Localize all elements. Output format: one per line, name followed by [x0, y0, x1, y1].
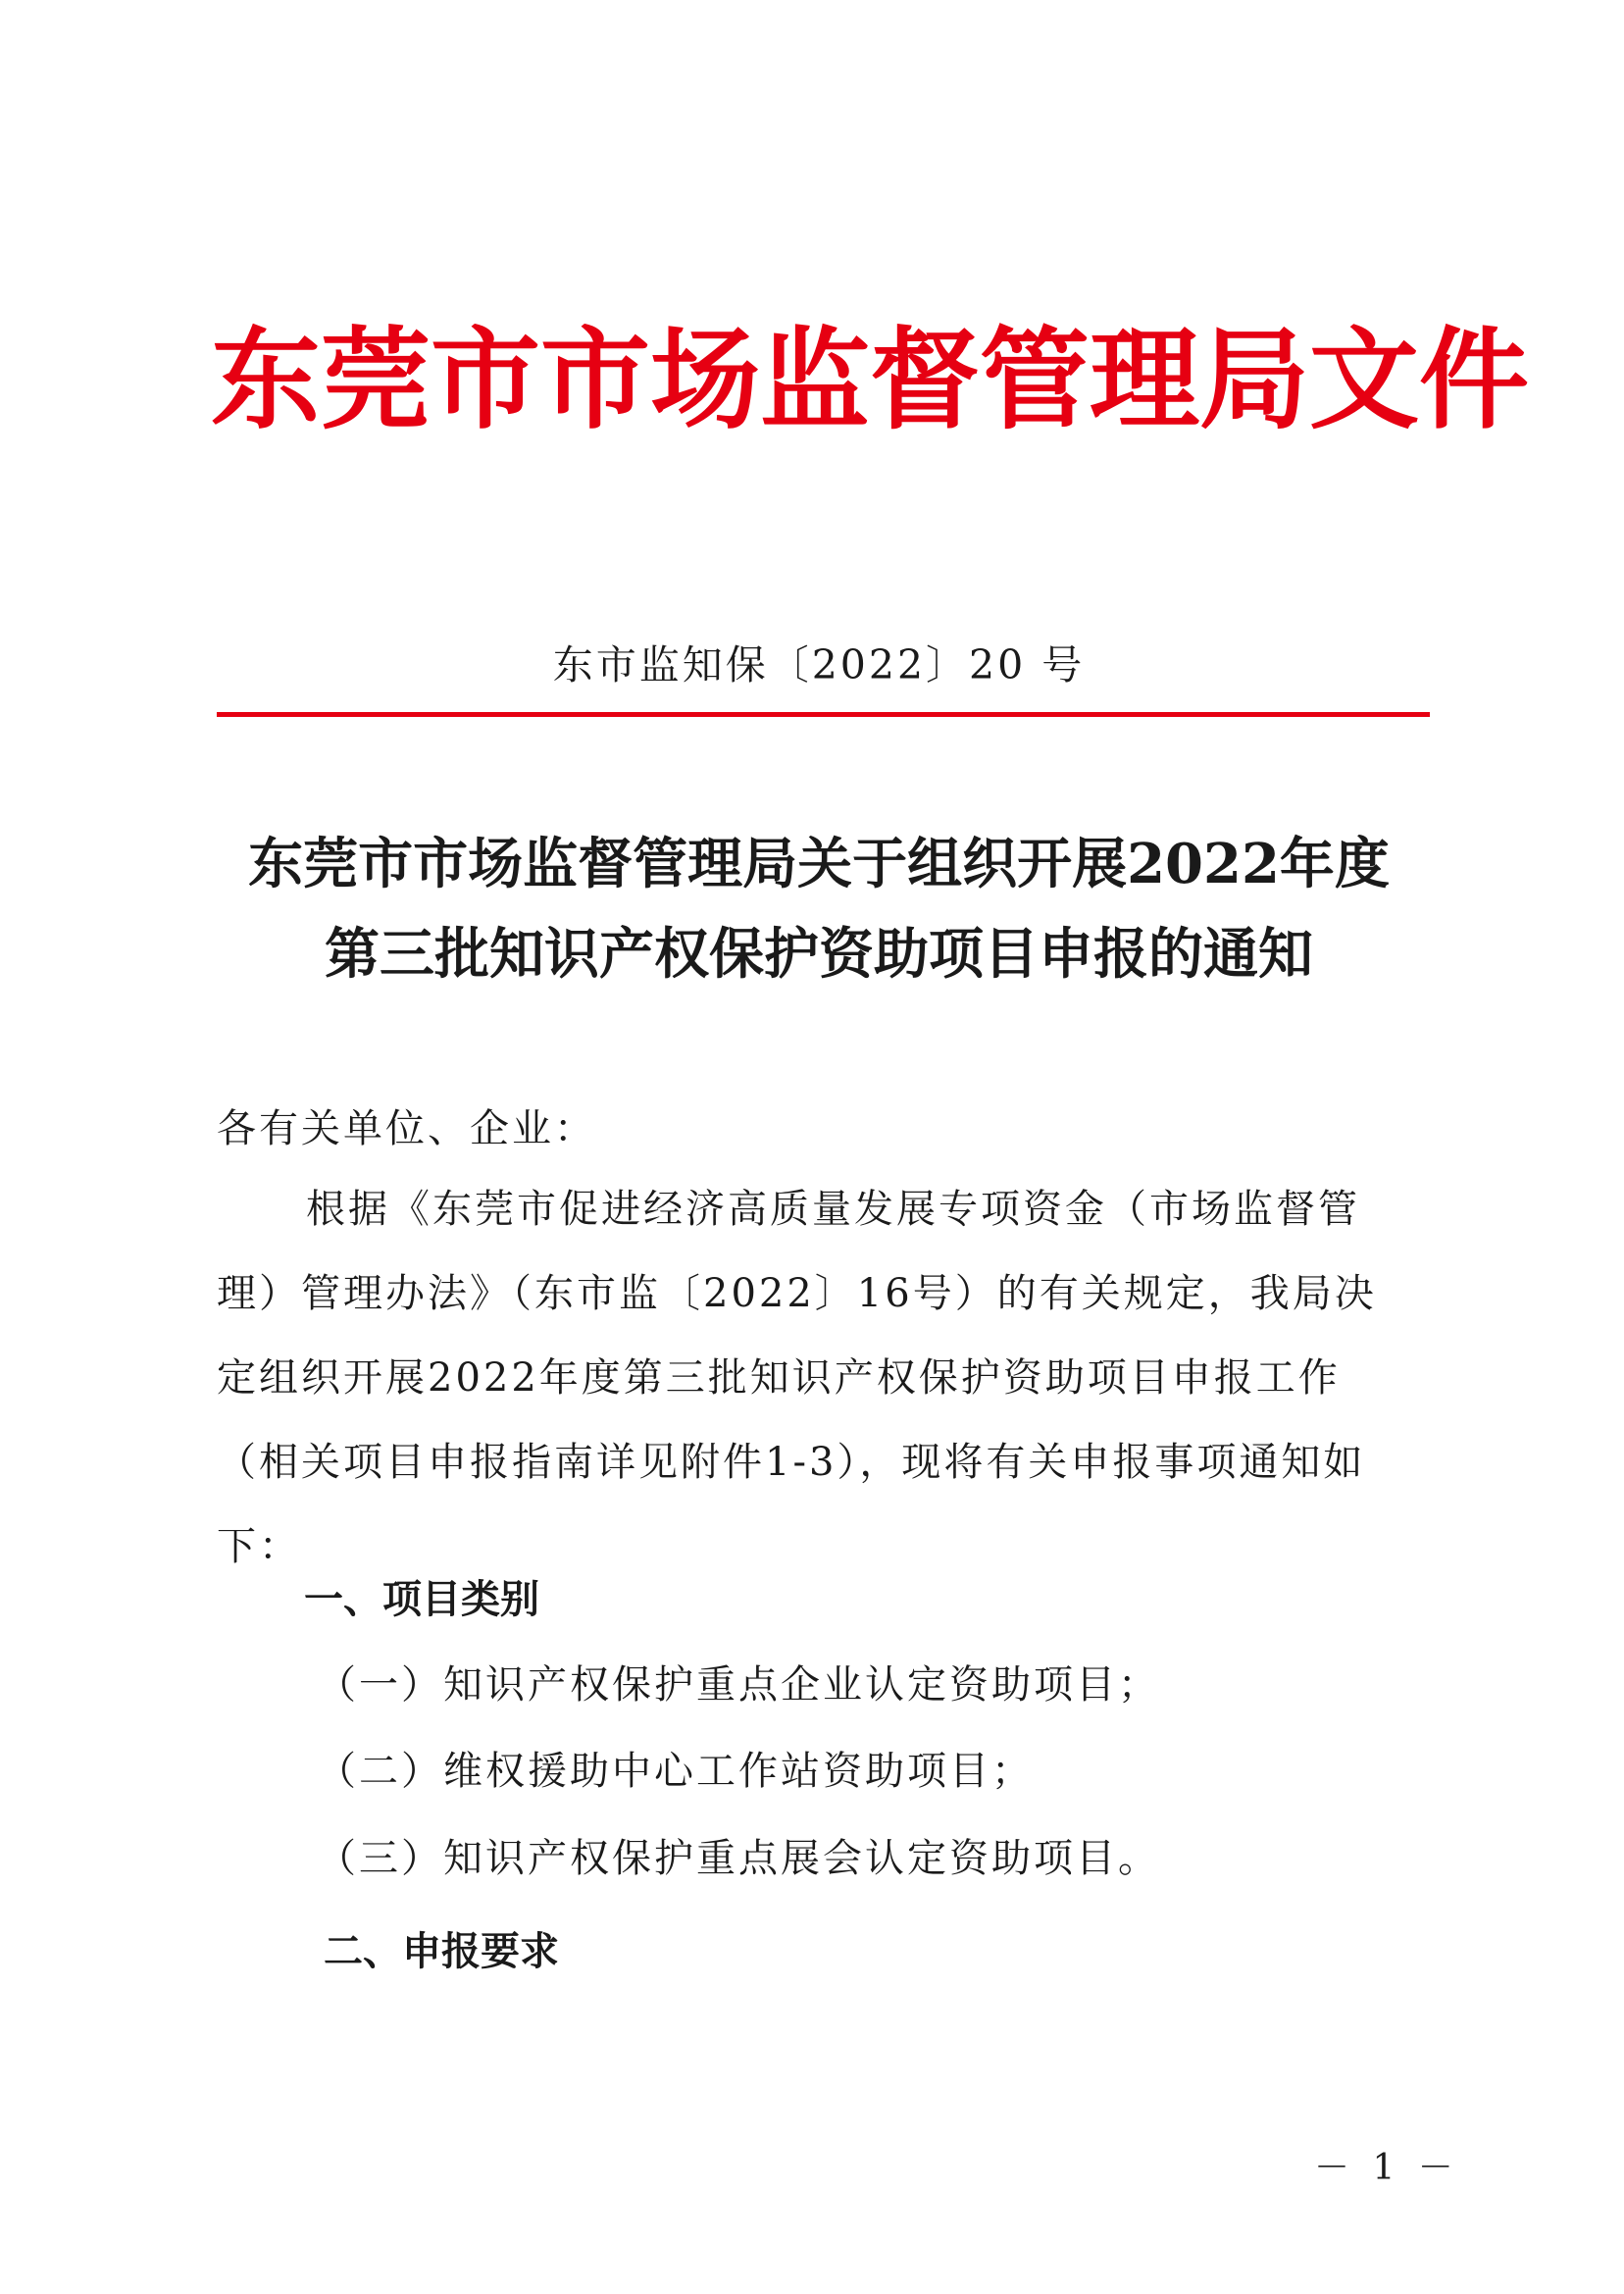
red-separator-line: [217, 712, 1430, 717]
category-item-1: （一）知识产权保护重点企业认定资助项目；: [317, 1662, 1160, 1708]
document-number: 东市监知保〔2022〕20 号: [552, 641, 1086, 688]
page-number: － 1 －: [1314, 2148, 1459, 2188]
section-heading-1: 一、项目类别: [304, 1577, 539, 1622]
notice-title: [211, 819, 1427, 999]
paragraph-line-1: 根据《东莞市促进经济高质量发展专项资金（市场监督管: [306, 1187, 1360, 1232]
category-item-2: （二）维权援助中心工作站资助项目；: [317, 1749, 1034, 1794]
masthead-title: 东莞市市场监督管理局文件: [211, 316, 1529, 444]
body-paragraph: [217, 1167, 1430, 1589]
paragraph-line-3: 定组织开展2022年度第三批知识产权保护资助项目申报工作: [217, 1355, 1341, 1401]
section-heading-2: 二、申报要求: [324, 1929, 559, 1974]
category-item-3: （三）知识产权保护重点展会认定资助项目。: [317, 1836, 1160, 1881]
paragraph-line-4: （相关项目申报指南详见附件1-3），现将有关申报事项通知如: [217, 1440, 1366, 1485]
paragraph-line-5: 下：: [217, 1524, 301, 1569]
notice-title-line-2: 第三批知识产权保护资助项目申报的通知: [325, 922, 1313, 987]
salutation: 各有关单位、企业：: [217, 1106, 596, 1151]
paragraph-line-2: 理）管理办法》（东市监〔2022〕16号）的有关规定，我局决: [217, 1271, 1377, 1316]
notice-title-line-1: 东莞市市场监督管理局关于组织开展2022年度: [248, 832, 1390, 896]
